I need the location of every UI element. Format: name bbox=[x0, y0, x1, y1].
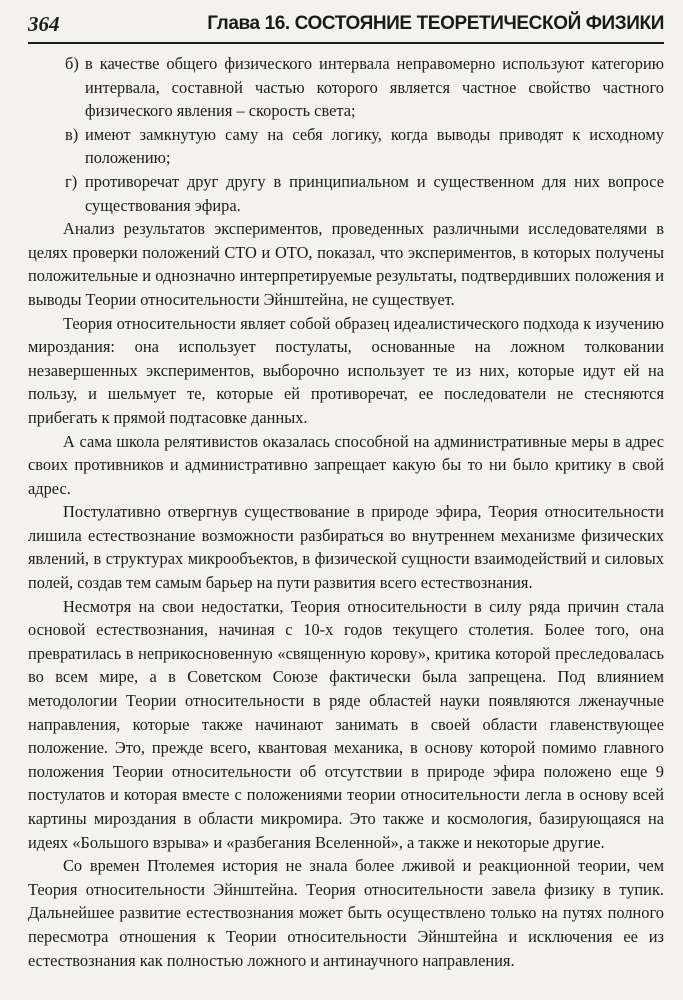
paragraph-relativist-school: А сама школа релятивистов оказалась способной на административные меры в адрес своих противников и административно запрещает какую бы то ни было критику в свой адрес. bbox=[28, 431, 664, 498]
list-marker: г) bbox=[65, 171, 78, 191]
paragraph-theory-foundation: Несмотря на свои недостатки, Теория относительности в силу ряда причин стала основой естествознания, начиная с 10-х годов текущего столетия. Более того, она превратилась в неприкосновенную «священную корову», критика которой преследовалась во всем мире, а в Советском Союзе фактически была запрещена. Под влиянием методологии Теории относительности в ряде областей науки появляются лженаучные направления, которые также начинают занимать в своей области главенствующее положение. Это, прежде всего, квантовая механика, в основу которой помимо главного положения Теории относительности об отсутствии в природе эфира положено еще 9 постулатов и которая вместе с положениями теории относительности легла в основу всей картины мироздания в области микромира. Это также и космология, базирующаяся на идеях «Большого взрыва» и «разбегания Вселенной», а также и некоторые другие. bbox=[28, 596, 664, 852]
running-head bbox=[28, 10, 664, 44]
chapter-title: Глава 16. СОСТОЯНИЕ ТЕОРЕТИЧЕСКОЙ ФИЗИКИ bbox=[207, 13, 664, 34]
paragraph-ether-rejection: Постулативно отвергнув существование в природе эфира, Теория относительности лишила естествознание возможности разбираться во внутреннем механизме физических явлений, в структурах микрообъектов, в физической сущности взаимодействий и силовых полей, создав тем самым барьер на пути развития всего естествознания. bbox=[28, 502, 664, 593]
paragraph-idealistic-approach: Теория относительности являет собой образец идеалистического подхода к изучению мироздания: она использует постулаты, основанные на ложном толковании незавершенных экспериментов, выборочно использует те из них, которые идут ей на пользу, и шельмует те, которые ей противоречат, ее последователи не стесняются прибегать к прямой подтасовке данных. bbox=[28, 313, 664, 427]
list-item-text: в качестве общего физического интервала неправомерно используют категорию интервала, составной частью которого является частное свойство частного физического явления – скорость света; bbox=[85, 54, 664, 121]
paragraph-experiments-analysis: Анализ результатов экспериментов, проведенных различными исследователями в целях проверки положений СТО и ОТО, показал, что экспериментов, в которых получены положительные и однозначно интерпретируемые результаты, подтвердивших положения и выводы Теории относительности Эйнштейна, не существует. bbox=[28, 219, 664, 309]
list-item-b bbox=[28, 52, 664, 123]
list-item-v bbox=[28, 123, 664, 170]
paragraph-conclusion: Со времен Птолемея история не знала более лживой и реакционной теории, чем Теория относительности Эйнштейна. Теория относительности завела физику в тупик. Дальнейшее развитие естествознания может быть осуществлено только на путях полного пересмотра отношения к Теории относительности Эйнштейна и исключения ее из естествознания как полностью ложного и антинаучного направления. bbox=[28, 856, 664, 970]
list-item-g bbox=[28, 170, 664, 217]
list-item-text: противоречат друг другу в принципиальном и существенном для них вопросе существования эфира. bbox=[85, 171, 664, 215]
body-text bbox=[28, 52, 664, 972]
list-marker: в) bbox=[65, 124, 79, 144]
list-marker: б) bbox=[65, 54, 79, 73]
book-page bbox=[28, 10, 664, 990]
page-number: 364 bbox=[28, 12, 60, 36]
list-item-text: имеют замкнутую саму на себя логику, когда выводы приводят к исходному положению; bbox=[85, 124, 664, 168]
